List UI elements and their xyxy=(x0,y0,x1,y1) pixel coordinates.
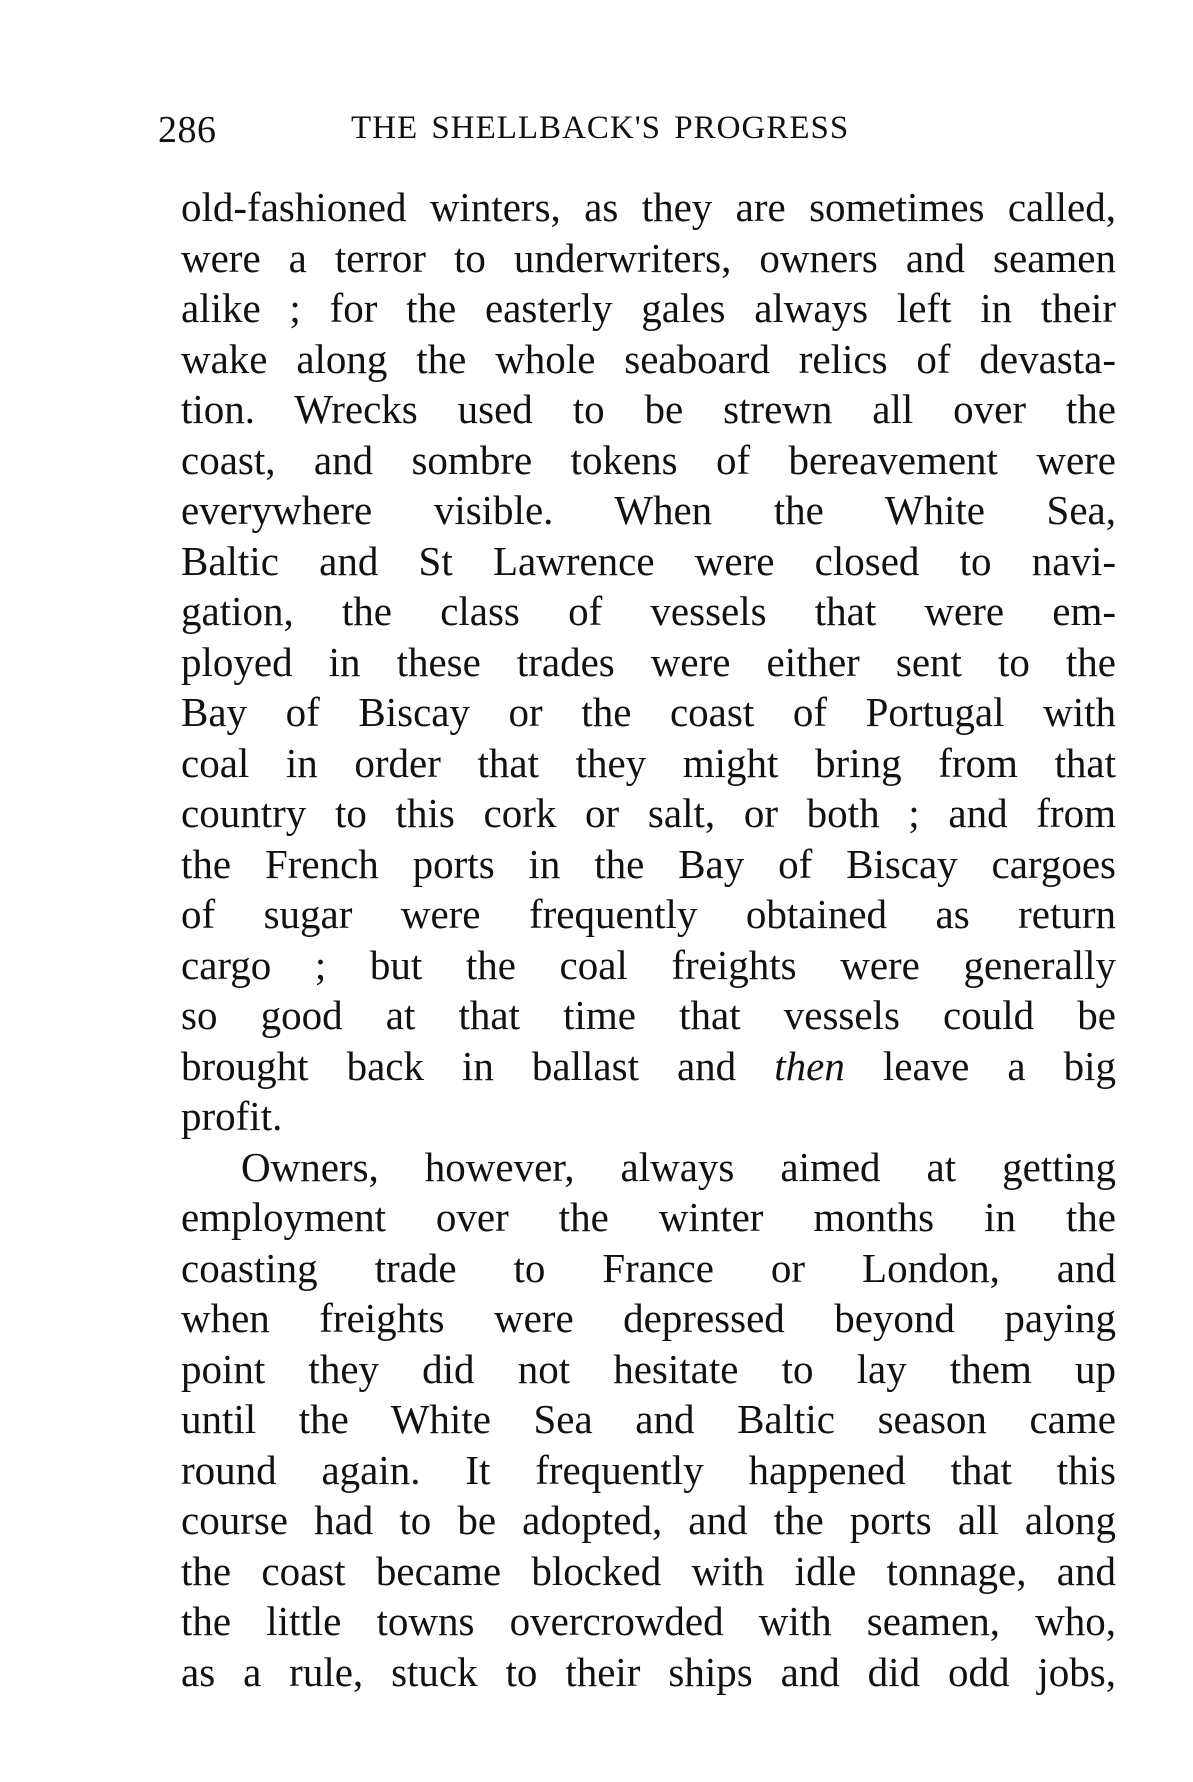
text-line: Baltic and St Lawrence were closed to navi- xyxy=(181,537,1116,584)
text-line: Bay of Biscay or the coast of Portugal with xyxy=(181,689,1116,735)
text-line: ployed in these trades were either sent to the xyxy=(181,638,1116,685)
text-line: profit. xyxy=(181,1093,283,1139)
page-number: 286 xyxy=(158,109,217,151)
text-line: everywhere visible. When the White Sea, xyxy=(181,487,1116,533)
text-line xyxy=(181,1041,1116,1092)
text-line: tion. Wrecks used to be strewn all over the xyxy=(181,386,1116,432)
text-line: point they did not hesitate to lay them up xyxy=(181,1345,1116,1392)
text-line: coast, and sombre tokens of bereavement were xyxy=(181,436,1116,483)
paragraph-start-line: Owners, however, always aimed at getting xyxy=(241,1143,1116,1190)
text-line: country to this cork or salt, or both ; and from xyxy=(181,790,1116,836)
text-line: the coast became blocked with idle tonnage, and xyxy=(181,1547,1116,1594)
text-line: course had to be adopted, and the ports all along xyxy=(181,1497,1116,1543)
text-line: the French ports in the Bay of Biscay cargoes xyxy=(181,840,1116,887)
body-text xyxy=(181,182,1116,1697)
text-line: coal in order that they might bring from that xyxy=(181,739,1116,786)
text-line: wake along the whole seaboard relics of devasta- xyxy=(181,335,1116,382)
running-head xyxy=(158,108,1053,158)
text-line: gation, the class of vessels that were em- xyxy=(181,588,1116,634)
text-line: when freights were depressed beyond paying xyxy=(181,1295,1116,1341)
text-line: old-fashioned winters, as they are sometimes called, xyxy=(181,184,1116,230)
text-line: round again. It frequently happened that this xyxy=(181,1446,1116,1493)
text-line: alike ; for the easterly gales always left in their xyxy=(181,285,1116,331)
text-line: of sugar were frequently obtained as return xyxy=(181,891,1116,937)
running-title: THE SHELLBACK'S PROGRESS xyxy=(351,110,850,146)
text-line: employment over the winter months in the xyxy=(181,1194,1116,1240)
text-line-start: brought back in ballast and xyxy=(181,1042,775,1089)
text-line-end: leave a big xyxy=(844,1042,1117,1089)
text-line: coasting trade to France or London, and xyxy=(181,1244,1116,1291)
text-line: the little towns overcrowded with seamen, who, xyxy=(181,1598,1116,1644)
text-line: as a rule, stuck to their ships and did odd jobs, xyxy=(181,1648,1116,1695)
text-line: cargo ; but the coal freights were generally xyxy=(181,941,1116,988)
text-line: until the White Sea and Baltic season came xyxy=(181,1396,1116,1442)
text-line: so good at that time that vessels could be xyxy=(181,992,1116,1038)
italic-emphasis: then xyxy=(774,1042,845,1089)
text-line: were a terror to underwriters, owners and seamen xyxy=(181,234,1116,281)
